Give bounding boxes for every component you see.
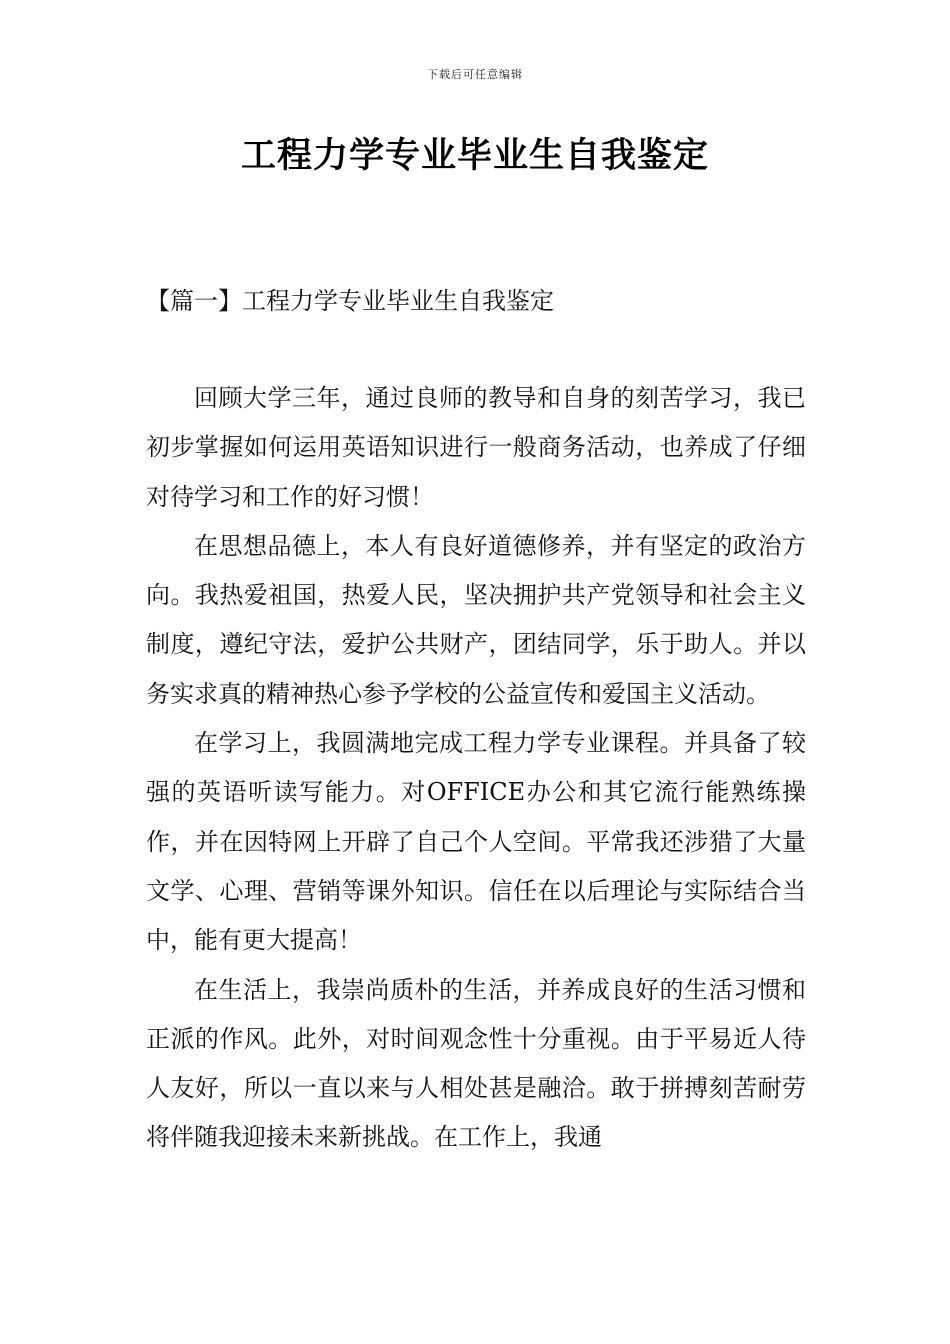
document-title: 工程力学专业毕业生自我鉴定 [240,136,709,176]
section-heading: 【篇一】工程力学专业毕业生自我鉴定 [146,287,554,315]
document-body [146,374,806,1163]
header-note: 下载后可任意编辑 [427,68,523,81]
paragraph-morality: 在思想品德上，本人有良好道德修养，并有坚定的政治方向。我热爱祖国，热爱人民，坚决拥护共产党领导和社会主义制度，遵纪守法，爱护公共财产，团结同学，乐于助人。并以务实求真的精神热心参予学校的公益宣传和爱国主义活动。 [146,531,806,708]
paragraph-life: 在生活上，我崇尚质朴的生活，并养成良好的生活习惯和正派的作风。此外，对时间观念性十分重视。由于平易近人待人友好，所以一直以来与人相处甚是融洽。敢于拼搏刻苦耐劳将伴随我迎接未来新挑战。在工作上，我通 [146,975,806,1152]
paragraph-review: 回顾大学三年，通过良师的教导和自身的刻苦学习，我已初步掌握如何运用英语知识进行一般商务活动，也养成了仔细对待学习和工作的好习惯！ [146,384,806,511]
paragraph-study: 在学习上，我圆满地完成工程力学专业课程。并具备了较强的英语听读写能力。对OFFICE办公和其它流行能熟练操作，并在因特网上开辟了自己个人空间。平常我还涉猎了大量文学、心理、营销等课外知识。信任在以后理论与实际结合当中，能有更大提高！ [146,729,806,955]
